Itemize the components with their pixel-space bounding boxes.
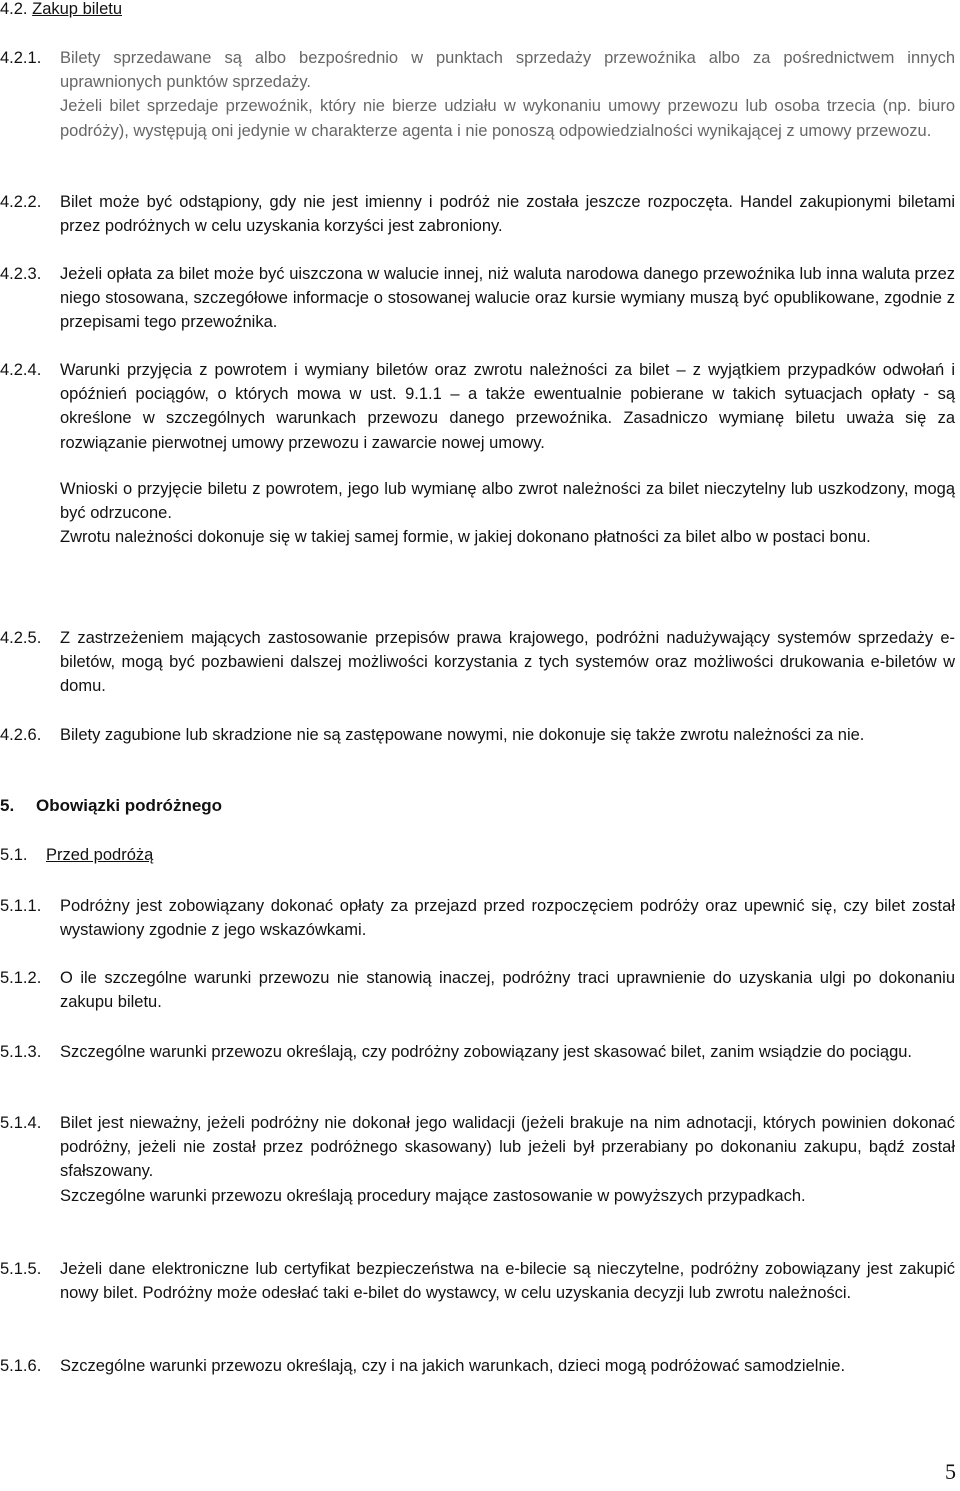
clause-number: 4.2.2. [0,193,42,211]
clause-text: Z zastrzeżeniem mających zastosowanie przepisów prawa krajowego, podróżni nadużywający systemów sprzedaży e-biletów, mogą być pozbawieni dalszej możliwości korzystania z tych systemów oraz możliwości drukowania e-biletów w domu. [60,629,955,696]
section-heading-5 [0,796,223,816]
section-number: 5. [0,796,15,815]
clause-number: 5.1.1. [0,897,42,915]
clause-5-1-4 [0,1111,955,1208]
subsection-number: 5.1. [0,846,28,864]
section-title: Obowiązki podróżnego [36,796,223,815]
clause-text: Szczególne warunki przewozu określają, czy podróżny zobowiązany jest skasować bilet, zanim wsiądzie do pociągu. [60,1043,913,1061]
clause-number: 4.2.3. [0,265,42,283]
clause-5-1-6 [0,1354,955,1378]
clause-text: Bilety sprzedawane są albo bezpośrednio w punktach sprzedaży przewoźnika albo za pośrednictwem innych uprawnionych punktów sprzedaży. [60,49,955,92]
clause-5-1-5 [0,1257,955,1305]
clause-5-1-2 [0,966,955,1014]
clause-text: O ile szczególne warunki przewozu nie stanowią inaczej, podróżny traci uprawnienie do uzyskania ulgi po dokonaniu zakupu biletu. [60,969,955,1012]
clause-4-2-2 [0,190,955,238]
page-number: 5 [945,1459,956,1484]
clause-number: 5.1.3. [0,1043,42,1061]
clause-number: 5.1.6. [0,1357,42,1375]
clause-4-2-3 [0,262,955,335]
clause-number: 5.1.4. [0,1114,42,1132]
clause-text: Szczególne warunki przewozu określają, czy i na jakich warunkach, dzieci mogą podróżować samodzielnie. [60,1357,846,1375]
clause-text: Zwrotu należności dokonuje się w takiej samej formie, w jakiej dokonano płatności za bilet albo w postaci bonu. [60,528,871,547]
clause-text: Bilet jest nieważny, jeżeli podróżny nie dokonał jego walidacji (jeżeli brakuje na nim adnotacji, których powinien dokonać podróżny, jeżeli nie został przez podróżnego skasowany) lub jeżeli był przerabiany po dokonaniu zakupu, bądź został sfałszowany. [60,1114,955,1181]
clause-text: Bilet może być odstąpiony, gdy nie jest imienny i podróż nie została jeszcze rozpoczęta. Handel zakupionymi biletami przez podróżnych w celu uzyskania korzyści jest zabroniony. [60,193,955,236]
subsection-heading-5-1 [0,846,154,865]
clause-4-2-6 [0,723,955,747]
section-heading-4-2 [0,0,122,21]
clause-text: Szczególne warunki przewozu określają procedury mające zastosowanie w powyższych przypadkach. [60,1186,806,1205]
clause-number: 4.2.4. [0,361,42,379]
clause-text: Wnioski o przyjęcie biletu z powrotem, jego lub wymianę albo zwrot należności za bilet nieczytelny lub uszkodzony, mogą być odrzucone. [60,479,955,523]
clause-text: Bilety zagubione lub skradzione nie są zastępowane nowymi, nie dokonuje się także zwrotu należności za nie. [60,726,865,744]
clause-number: 4.2.5. [0,629,42,647]
heading-title: Zakup biletu [32,0,123,18]
clause-number: 5.1.5. [0,1260,42,1278]
heading-number: 4.2. [0,0,28,18]
clause-text: Warunki przyjęcia z powrotem i wymiany biletów oraz zwrotu należności za bilet – z wyjątkiem przypadków odwołań i opóźnień pociągów, o których mowa w ust. 9.1.1 – a także ewentualnie pobierane w takich sytuacjach opłaty - są określone w szczególnych warunkach przewozu danego przewoźnika. Zasadniczo wymianę biletu uważa się za rozwiązanie pierwotnej umowy przewozu i zawarcie nowej umowy. [60,361,955,452]
clause-4-2-4 [0,358,955,549]
clause-number: 4.2.1. [0,49,42,67]
clause-text: Jeżeli opłata za bilet może być uiszczona w walucie innej, niż waluta narodowa danego przewoźnika lub inna waluta przez niego stosowana, szczegółowe informacje o stosowanej walucie oraz kursie wymiany muszą być opublikowane, zgodnie z przepisami tego przewoźnika. [60,265,955,332]
clause-number: 4.2.6. [0,726,42,744]
clause-text: Jeżeli bilet sprzedaje przewoźnik, który nie bierze udziału w wykonaniu umowy przewozu lub osoba trzecia (np. biuro podróży), występują oni jedynie w charakterze agenta i nie ponoszą odpowiedzialności wynikającej z umowy przewozu. [60,97,955,140]
clause-4-2-5 [0,626,955,699]
clause-number: 5.1.2. [0,969,42,987]
clause-5-1-1 [0,894,955,942]
clause-text: Podróżny jest zobowiązany dokonać opłaty za przejazd przed rozpoczęciem podróży oraz upewnić się, czy bilet został wystawiony zgodnie z jego wskazówkami. [60,897,955,940]
clause-5-1-3 [0,1040,955,1064]
clause-text: Jeżeli dane elektroniczne lub certyfikat bezpieczeństwa na e-bilecie są nieczytelne, podróżny zobowiązany jest zakupić nowy bilet. Podróżny może odesłać taki e-bilet do wystawcy, w celu uzyskania decyzji lub zwrotu należności. [60,1260,955,1303]
clause-4-2-1 [0,46,955,143]
subsection-title: Przed podróżą [46,846,154,864]
